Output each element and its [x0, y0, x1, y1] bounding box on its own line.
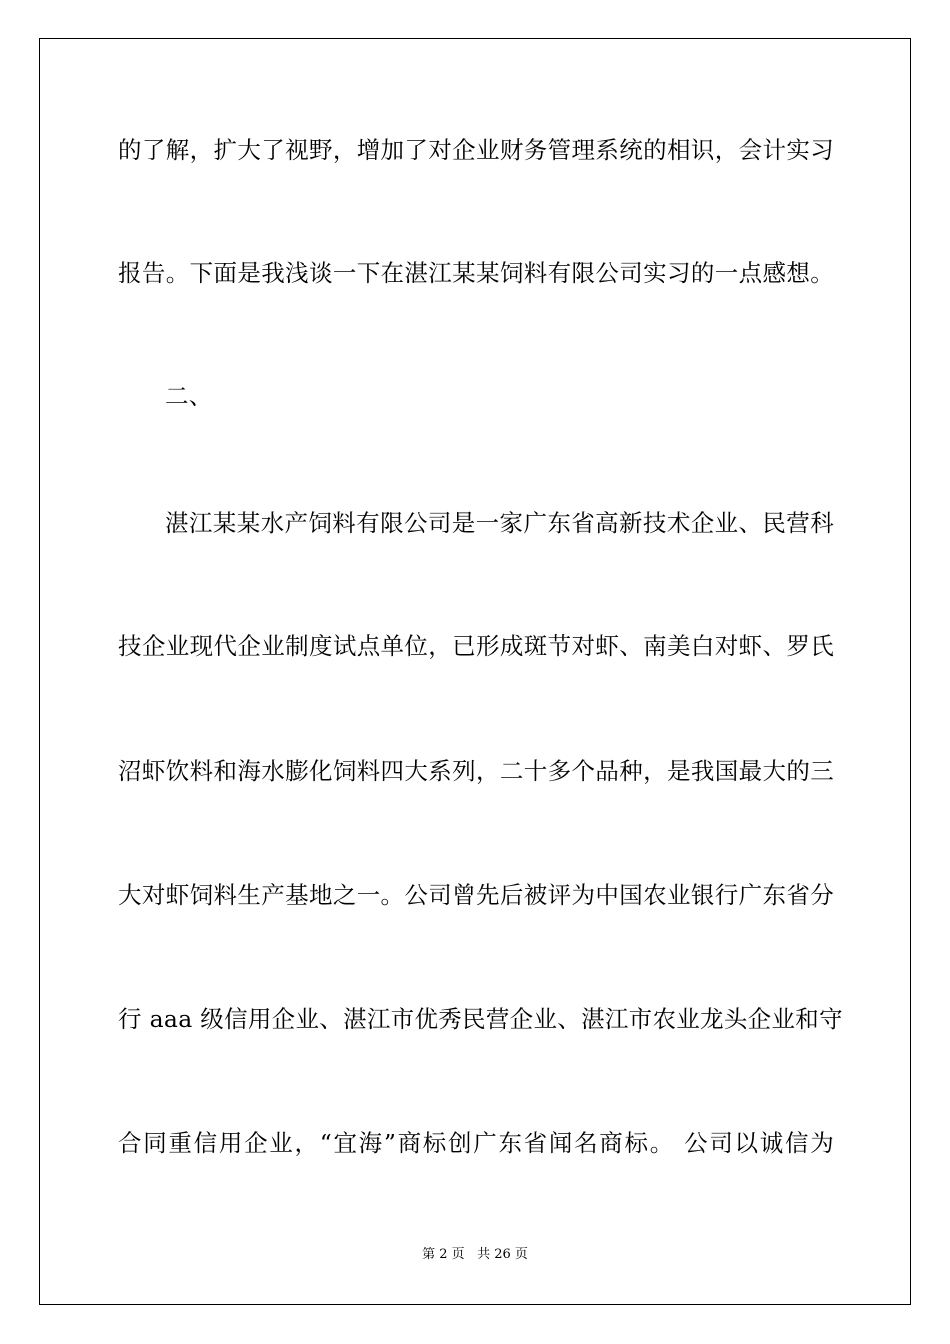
page-footer [0, 1246, 950, 1264]
body-line-6: 大对虾饲料生产基地之一。公司曾先后被评为中国农业银行广东省分 [118, 881, 834, 909]
body-line-5: 沼虾饮料和海水膨化饲料四大系列，二十多个品种，是我国最大的三 [118, 757, 834, 785]
body-line-3: 湛江某某水产饲料有限公司是一家广东省高新技术企业、民营科 [165, 509, 834, 537]
page-number: 第 2 页 [422, 1247, 465, 1262]
body-line-7: 行 aaa 级信用企业、湛江市优秀民营企业、湛江市农业龙头企业和守 [118, 1005, 843, 1033]
body-line-8: 合同重信用企业，“宜海”商标创广东省闻名商标。 公司以诚信为 [118, 1129, 834, 1157]
section-heading: 二、 [165, 382, 213, 410]
page-frame [39, 38, 911, 1305]
body-line-4: 技企业现代企业制度试点单位，已形成斑节对虾、南美白对虾、罗氏 [118, 632, 834, 660]
body-line-1: 的了解，扩大了视野，增加了对企业财务管理系统的相识，会计实习 [118, 136, 834, 164]
page-total: 共 26 页 [477, 1247, 528, 1262]
body-line-2: 报告。下面是我浅谈一下在湛江某某饲料有限公司实习的一点感想。 [118, 259, 834, 287]
